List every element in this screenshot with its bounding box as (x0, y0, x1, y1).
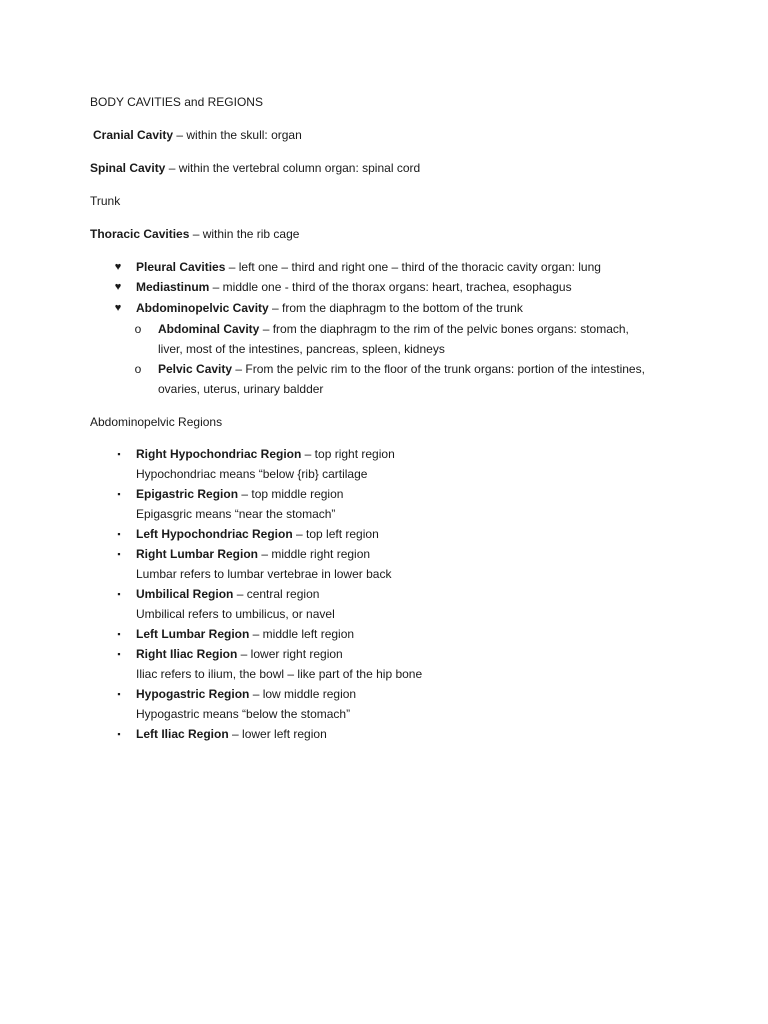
region-note: Lumbar refers to lumbar vertebrae in lower back (136, 567, 392, 581)
cavity-description: – from the diaphragm to the bottom of the trunk (268, 301, 523, 315)
square-bullet-icon: ▪ (117, 529, 121, 539)
subcavity-term: Abdominal Cavity (158, 322, 260, 336)
region-term: Umbilical Region (136, 587, 234, 601)
cavity-description: – middle one - third of the thorax organs: heart, trachea, esophagus (209, 280, 572, 294)
subcavity-term: Pelvic Cavity (158, 362, 233, 376)
document-title: BODY CAVITIES and REGIONS (90, 95, 263, 109)
region-description: – lower left region (228, 727, 327, 741)
square-bullet-icon: ▪ (117, 589, 121, 599)
region-term: Hypogastric Region (136, 687, 250, 701)
spinal-cavity-term: Spinal Cavity (90, 161, 166, 175)
square-bullet-icon: ▪ (117, 729, 121, 739)
region-item-right-iliac (136, 644, 343, 664)
region-item-right-lumbar (136, 544, 370, 564)
region-term: Epigastric Region (136, 487, 239, 501)
region-note: Hypochondriac means “below {rib} cartilage (136, 467, 368, 481)
region-term: Left Lumbar Region (136, 627, 250, 641)
thoracic-cavities-term: Thoracic Cavities (90, 227, 190, 241)
heart-bullet-icon: ♥ (114, 302, 122, 314)
circle-bullet-icon: o (134, 322, 142, 336)
square-bullet-icon: ▪ (117, 449, 121, 459)
cavity-item-pleural (136, 257, 601, 277)
region-description: – low middle region (249, 687, 357, 701)
trunk-heading: Trunk (90, 194, 121, 208)
region-description: – top right region (301, 447, 395, 461)
subcavity-item-abdominal (158, 319, 629, 339)
heart-bullet-icon: ♥ (114, 281, 122, 293)
region-description: – top left region (292, 527, 379, 541)
spinal-cavity-description: – within the vertebral column organ: spinal cord (165, 161, 421, 175)
region-term: Left Hypochondriac Region (136, 527, 293, 541)
region-description: – middle right region (258, 547, 371, 561)
square-bullet-icon: ▪ (117, 689, 121, 699)
region-item-umbilical (136, 584, 319, 604)
square-bullet-icon: ▪ (117, 649, 121, 659)
region-note: Iliac refers to ilium, the bowl – like part of the hip bone (136, 667, 423, 681)
region-term: Left Iliac Region (136, 727, 229, 741)
square-bullet-icon: ▪ (117, 629, 121, 639)
thoracic-cavities-description: – within the rib cage (189, 227, 300, 241)
square-bullet-icon: ▪ (117, 489, 121, 499)
region-item-left-lumbar (136, 624, 354, 644)
heart-bullet-icon: ♥ (114, 261, 122, 273)
cranial-cavity-term: Cranial Cavity (93, 128, 174, 142)
cavity-term: Pleural Cavities (136, 260, 226, 274)
cranial-cavity-line (93, 125, 302, 145)
subcavity-continuation: liver, most of the intestines, pancreas, spleen, kidneys (158, 342, 445, 356)
subcavity-item-pelvic (158, 359, 645, 379)
subcavity-continuation: ovaries, uterus, urinary baldder (158, 382, 324, 396)
cranial-cavity-description: – within the skull: organ (173, 128, 302, 142)
region-description: – top middle region (238, 487, 344, 501)
region-description: – central region (233, 587, 320, 601)
square-bullet-icon: ▪ (117, 549, 121, 559)
thoracic-cavities-line (90, 224, 299, 244)
region-term: Right Lumbar Region (136, 547, 258, 561)
region-term: Right Iliac Region (136, 647, 238, 661)
spinal-cavity-line (90, 158, 420, 178)
region-note: Hypogastric means “below the stomach” (136, 707, 351, 721)
region-item-hypogastric (136, 684, 356, 704)
subcavity-description: – From the pelvic rim to the floor of the trunk organs: portion of the intestines, (232, 362, 645, 376)
region-description: – middle left region (249, 627, 355, 641)
region-item-right-hypochondriac (136, 444, 395, 464)
cavity-item-abdominopelvic (136, 298, 523, 318)
region-description: – lower right region (237, 647, 343, 661)
cavity-item-mediastinum (136, 277, 572, 297)
region-item-epigastric (136, 484, 343, 504)
region-item-left-iliac (136, 724, 327, 744)
region-term: Right Hypochondriac Region (136, 447, 302, 461)
cavity-term: Mediastinum (136, 280, 210, 294)
cavity-description: – left one – third and right one – third of the thoracic cavity organ: lung (225, 260, 601, 274)
region-note: Umbilical refers to umbilicus, or navel (136, 607, 335, 621)
region-item-left-hypochondriac (136, 524, 379, 544)
regions-heading: Abdominopelvic Regions (90, 415, 223, 429)
subcavity-description: – from the diaphragm to the rim of the pelvic bones organs: stomach, (259, 322, 629, 336)
cavity-term: Abdominopelvic Cavity (136, 301, 269, 315)
circle-bullet-icon: o (134, 362, 142, 376)
region-note: Epigasgric means “near the stomach” (136, 507, 336, 521)
